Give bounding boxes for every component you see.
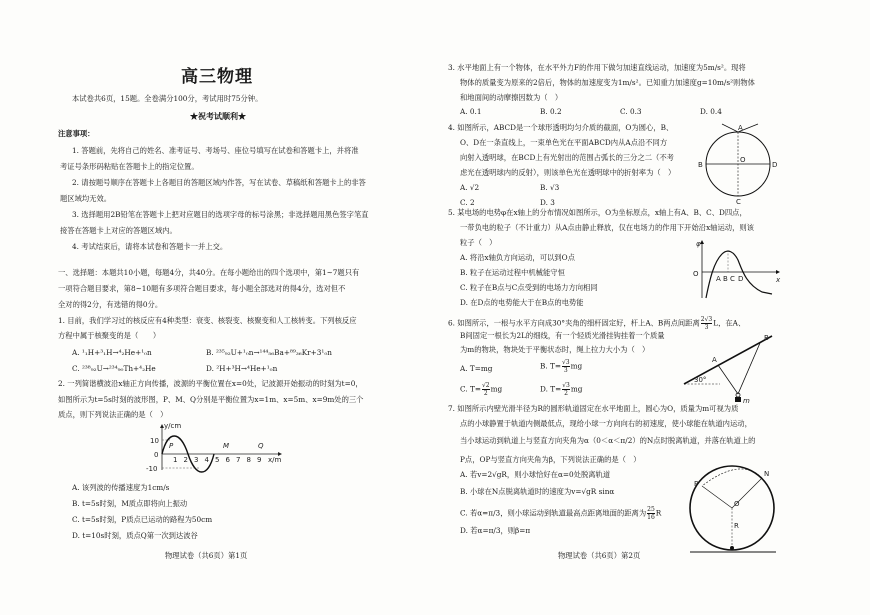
wave-ytick: 10 [150,437,159,445]
q6-c-den: 2 [483,390,488,397]
wave-ytick: -10 [146,465,158,473]
sphere-label-a: A [738,124,743,132]
wave-figure [140,424,290,474]
question-7-stem: 点的小球静置于轨道内侧最低点，现给小球一方向向右的初速度，使小球能在轨道内运动， [460,419,752,428]
q6-d-fraction [562,382,570,397]
q7-c-den: 16 [647,514,655,521]
q5-option-d: D. 在D点的电势能大于在B点的电势能 [460,298,584,307]
question-7-stem: 当小球运动到轨道上与竖直方向夹角为α（0＜α＜π/2）的N点时脱离轨道，并落在轨道上的 [460,436,756,445]
exam-motto: ★祝考试顺利★ [190,111,246,121]
sphere-label-d: D [772,161,778,169]
question-5-stem: 粒子（ ） [460,238,497,247]
q6-d-den: 2 [564,390,568,397]
section-heading: 全对的得2分，有选错的得0分。 [58,300,163,309]
wave-xtick: 2 [183,456,188,464]
wave-ytick: 0 [154,451,159,459]
q7-c-pre: C. 若α=π/3，则小球运动到轨道最高点距离地面的距离为 [460,508,647,518]
question-2-stem: 如图所示为t=5s时刻的波形图，P、M、Q分别是平衡位置为x=1m、x=5m、x=9m处的三个 [58,395,364,404]
potential-point-b: B [723,275,728,283]
q4-option-d: D. 3 [540,198,555,207]
rod-label-m: m [743,397,750,405]
q2-option-a: A. 该列波的传播速度为1cm/s [72,483,170,492]
q6-d-pre: D. T= [540,384,562,394]
question-5-stem: 一带负电的粒子（不计重力）从A点由静止释放，仅在电场力的作用下开始沿x轴运动，则该 [460,223,754,232]
q5-option-a: A. 将沿x轴负方向运动，可以到O点 [460,253,575,262]
exam-page-1 [0,0,420,615]
q2-option-b: B. t=5s时刻，M质点即将向上振动 [72,499,188,508]
note-line: 3. 选择题用2B铅笔在答题卡上把对应题目的选项字母的标号涂黑；非选择题用黑色签字笔直 [72,210,369,219]
potential-point-d: D [738,275,744,283]
potential-xlabel: x [776,276,781,284]
track-label-o: O [734,500,740,508]
question-6-stem [448,316,745,331]
question-4-stem: 虑光在透明球内的反射），则该单色光在透明球中的折射率为（ ） [460,168,676,177]
q7-c-fraction [647,506,655,521]
q2-option-c: C. t=5s时刻，P质点已运动的路程为50cm [72,515,213,524]
question-3-stem: 物体的质量变为原来的2倍后，物体的加速度变为1m/s²。已知重力加速度g=10m/s²则物体 [460,78,755,87]
note-line: 2. 请按题号顺序在答题卡上各题目的答题区域内作答，写在试卷、草稿纸和答题卡上的非答 [72,178,366,187]
question-1-stem: 1. 目前，我们学习过的核反应有4种类型：衰变、核裂变、核聚变和人工核转变。下列核反应 [58,316,357,325]
wave-point-m: M [223,442,230,450]
rod-label-b: B [764,334,769,342]
track-label-p: P [694,480,699,488]
q6-option-c [460,382,502,397]
question-7-stem: 7. 如图所示内壁光滑半径为R的圆形轨道固定在水平地面上，圆心为O，质量为m可视为质 [448,404,739,413]
notes-heading: 注意事项： [58,129,95,138]
track-label-r: R [734,522,739,530]
note-line: 考证号条形码粘贴在答题卡上的指定位置。 [60,162,199,171]
potential-point-c: C [730,275,735,283]
q6-stem-part: 6. 如图所示，一根与水平方向成30°夹角的细杆固定好，杆上A、B两点间距离 [448,318,700,328]
q3-option-a: A. 0.1 [460,107,482,116]
q7-option-a: A. 若v=2√gR，则小球恰好在α=0处脱离轨道 [460,470,611,479]
question-4-stem: 向射入透明球，在BCD上有光射出的范围占弧长的三分之二（不考 [460,153,674,162]
q6-option-a: A. T=mg [460,364,493,373]
q6-b-fraction [562,359,570,374]
wave-point-q: Q [258,442,264,450]
rod-label-angle: 30° [694,376,707,384]
q6-c-pre: C. T= [460,384,481,394]
wave-xtick: 5 [215,456,220,464]
wave-xtick: 8 [246,456,251,464]
sphere-figure [700,122,780,204]
question-1-stem: 方程中属于核聚变的是（ ） [58,331,161,340]
wave-xtick: 1 [173,456,178,464]
q4-option-b: B. √3 [540,183,560,192]
q6-fraction [701,316,712,331]
note-line: 接答在答题卡上对应的答题区域内。 [60,226,177,235]
sphere-label-c: C [736,198,741,206]
exam-intro: 本试卷共6页，15题。全卷满分100分，考试用时75分钟。 [72,94,263,103]
q4-option-a: A. √2 [460,183,480,192]
question-5-stem: 5. 某电场的电势φ在x轴上的分布情况如图所示，O为坐标原点，x轴上有A、B、C、D四点， [448,208,747,217]
wave-point-p: P [169,442,174,450]
exam-page-2 [430,0,870,615]
q6-b-pre: B. T= [540,361,561,371]
q5-option-b: B. 粒子在运动过程中机械能守恒 [460,268,565,277]
q7-c-post: R [655,508,662,518]
wave-xlabel: x/m [268,456,282,464]
q6-option-d [540,382,582,397]
rod-figure [680,332,780,404]
q6-c-num: √2 [481,382,490,389]
wave-xtick: 7 [236,456,241,464]
q6-fraction-den: 3 [704,324,709,331]
q7-c-num: 25 [647,506,655,513]
question-7-stem: P点，OP与竖直方向夹角为β，下列说法正确的是（ ） [460,455,641,464]
q6-option-b [540,359,582,374]
q6-d-num: √3 [562,382,570,389]
note-line: 4. 考试结束后，请将本试卷和答题卡一并上交。 [72,242,228,251]
question-4-stem: 4. 如图所示，ABCD是一个球形透明均匀介质的截面，O为圆心，B、 [448,123,674,132]
q7-option-c [460,506,661,521]
wave-xtick: 6 [225,456,230,464]
sphere-label-b: B [698,161,703,169]
wave-xtick: 9 [257,456,262,464]
track-label-n: N [764,470,770,478]
page-footer: 物理试卷（共6页）第1页 [165,551,248,560]
q6-b-num: √3 [561,359,570,366]
q4-option-c: C. 2 [460,198,475,207]
q3-option-d: D. 0.4 [700,107,722,116]
q3-option-b: B. 0.2 [540,107,562,116]
q7-option-b: B. 小球在N点脱离轨道时的速度为v=√gR sinα [460,487,615,496]
q6-c-post: mg [490,384,503,394]
q6-fraction-num: 2√3 [700,316,713,323]
q6-b-post: mg [570,361,583,371]
q2-option-d: D. t=10s时刻，质点Q第一次到达波谷 [72,531,198,540]
question-3-stem: 3. 水平地面上有一个物体，在水平外力F的作用下做匀加速直线运动，加速度为5m/s²。现将 [448,63,746,72]
potential-point-a: A [716,275,721,283]
q1-option-c: C. ²³⁸₉₂U→²³⁴₉₀Th+⁴₂He [72,364,156,373]
track-figure [688,456,778,560]
potential-origin: O [693,270,699,278]
page-footer: 物理试卷（共6页）第2页 [558,551,641,560]
q1-option-b: B. ²³⁵₉₂U+¹₀n→¹⁴⁴₅₆Ba+⁸⁹₃₆Kr+3¹₀n [206,348,332,357]
question-3-stem: 和地面间的动摩擦因数为（ ） [460,93,563,102]
wave-xtick: 4 [204,456,209,464]
question-4-stem: O、D在一条直线上，一束单色光在平面ABCD内从A点沿不同方 [460,138,668,147]
potential-figure [692,240,782,302]
sphere-label-o: O [740,156,746,164]
question-2-stem: 2. 一列简谐横波沿x轴正方向传播，波源的平衡位置在x=0处，记波源开始振动的时刻为t=0， [58,379,363,388]
q1-option-a: A. ¹₁H+³₁H→⁴₂He+¹₀n [72,348,152,357]
q1-option-d: D. ²H+³H→⁴He+¹₀n [206,364,278,373]
question-6-stem: B间固定一根长为2L的细线，有一个轻质光滑挂钩挂着一个质量 [460,331,665,340]
q5-option-c: C. 粒子在B点与C点受到的电场力方向相同 [460,283,598,292]
rod-label-a: A [712,356,717,364]
q3-option-c: C. 0.3 [620,107,642,116]
wave-xtick: 3 [194,456,199,464]
potential-ylabel: φ [696,240,701,248]
q6-c-fraction [482,382,490,397]
q6-b-den: 3 [563,367,568,374]
wave-ylabel: y/cm [164,422,182,430]
exam-title: 高三物理 [181,67,253,87]
q7-option-d: D. 若α=π/3，则β=π [460,526,531,535]
question-2-stem: 质点，则下列说法正确的是（ ） [58,410,168,419]
q6-stem-part: L，在A、 [713,318,746,328]
section-heading: 一、选择题：本题共10小题，每题4分，共40分。在每小题给出的四个选项中，第1~7题只有 [58,268,360,277]
note-line: 1. 答题前，先将自己的姓名、准考证号、考场号、座位号填写在试卷和答题卡上，并将准 [72,146,359,155]
section-heading: 一项符合题目要求，第8~10题有多项符合题目要求，每小题全部选对的得4分，选对但不 [58,284,346,293]
q6-d-post: mg [570,384,583,394]
question-6-stem: 为m的物块，物块处于平衡状态时，绳上拉力大小为（ ） [460,345,650,354]
note-line: 题区域均无效。 [60,194,112,203]
